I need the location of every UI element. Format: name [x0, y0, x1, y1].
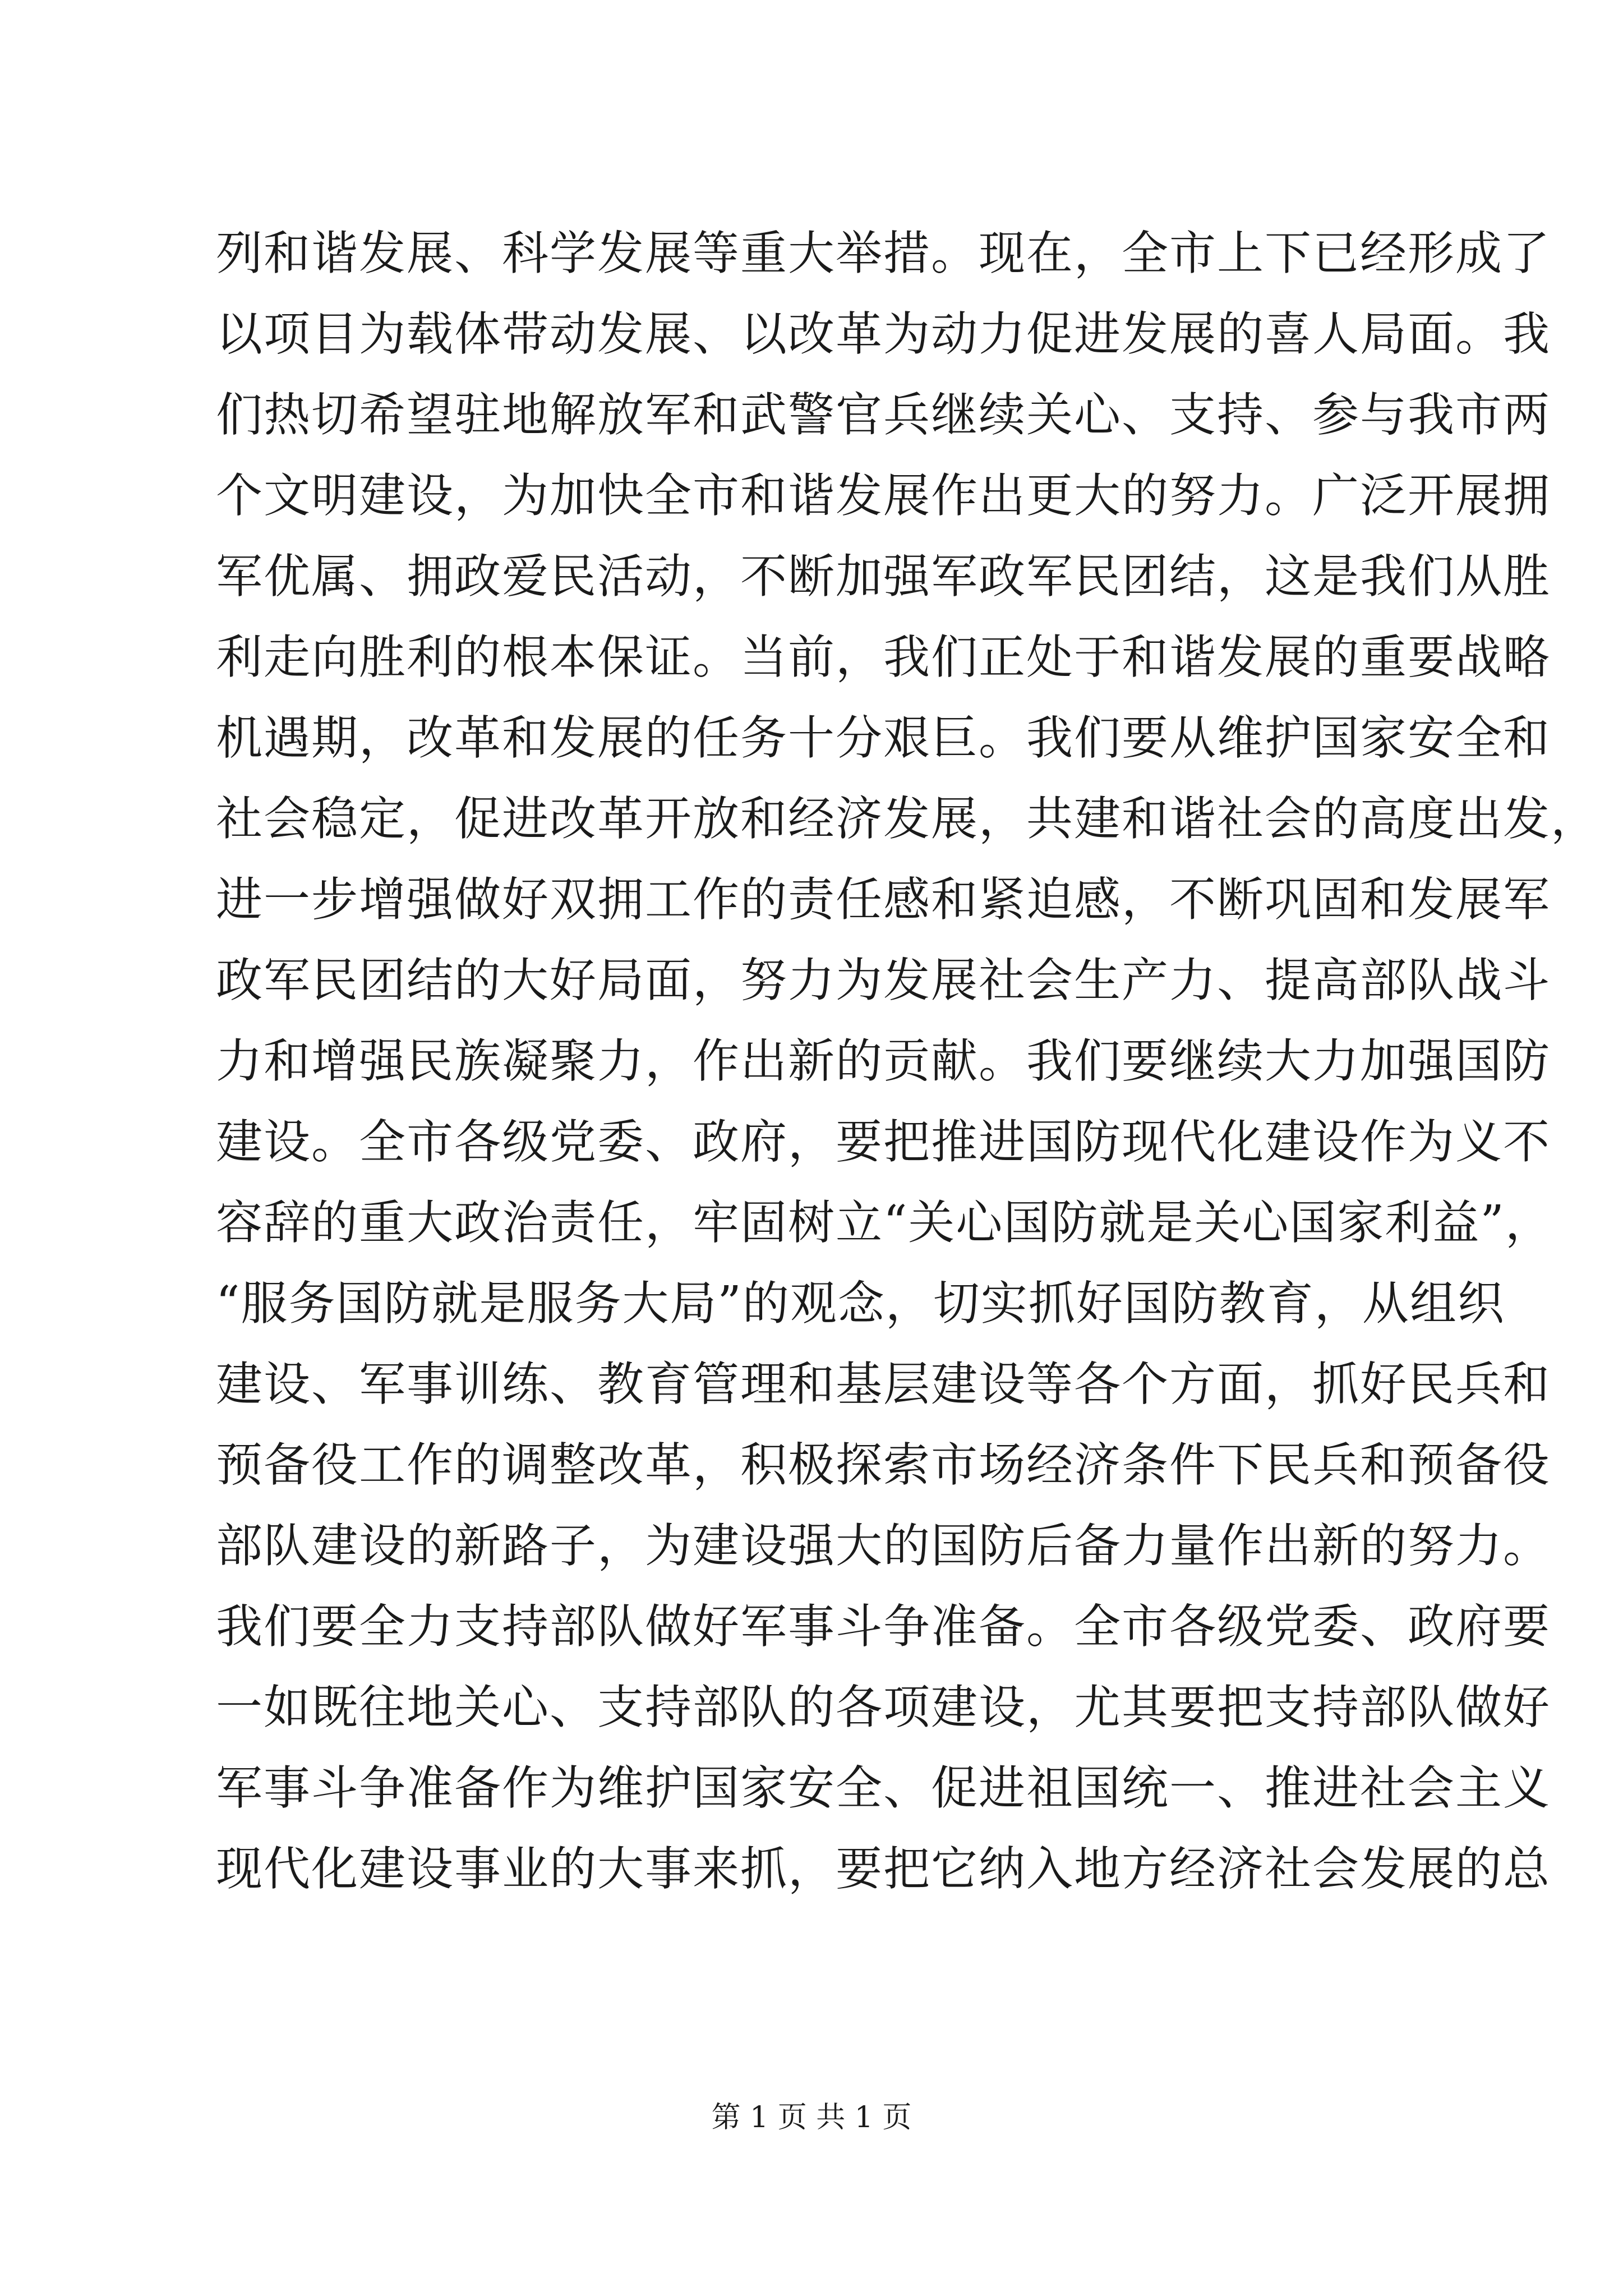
text-line: 容辞的重大政治责任，牢固树立“关心国防就是关心国家利益”，: [216, 1195, 1553, 1250]
text-line: 机遇期，改革和发展的任务十分艰巨。我们要从维护国家安全和: [216, 711, 1551, 765]
text-line: 预备役工作的调整改革，积极探索市场经济条件下民兵和预备役: [216, 1438, 1551, 1492]
text-line: 力和增强民族凝聚力，作出新的贡献。我们要继续大力加强国防: [216, 1034, 1551, 1088]
text-line: 现代化建设事业的大事来抓，要把它纳入地方经济社会发展的总: [216, 1842, 1551, 1896]
text-line: 建设、军事训练、教育管理和基层建设等各个方面，抓好民兵和: [216, 1357, 1551, 1411]
text-line: 军优属、拥政爱民活动，不断加强军政军民团结，这是我们从胜: [216, 549, 1551, 604]
text-line: 们热切希望驻地解放军和武警官兵继续关心、支持、参与我市两: [216, 388, 1551, 442]
text-line: 进一步增强做好双拥工作的责任感和紧迫感，不断巩固和发展军: [216, 872, 1551, 927]
text-line: “服务国防就是服务大局”的观念，切实抓好国防教育，从组织: [216, 1276, 1505, 1331]
text-line: 利走向胜利的根本保证。当前，我们正处于和谐发展的重要战略: [216, 630, 1551, 684]
text-line: 列和谐发展、科学发展等重大举措。现在，全市上下已经形成了: [216, 226, 1551, 280]
page-footer: [0, 2098, 1623, 2137]
text-line: 部队建设的新路子，为建设强大的国防后备力量作出新的努力。: [216, 1519, 1551, 1573]
text-line: 一如既往地关心、支持部队的各项建设，尤其要把支持部队做好: [216, 1680, 1551, 1734]
text-line: 政军民团结的大好局面，努力为发展社会生产力、提高部队战斗: [216, 953, 1551, 1007]
text-line: 建设。全市各级党委、政府，要把推进国防现代化建设作为义不: [216, 1115, 1551, 1169]
text-line: 以项目为载体带动发展、以改革为动力促进发展的喜人局面。我: [216, 307, 1551, 361]
text-line: 我们要全力支持部队做好军事斗争准备。全市各级党委、政府要: [216, 1599, 1551, 1654]
text-line: 社会稳定，促进改革开放和经济发展，共建和谐社会的高度出发，: [216, 792, 1598, 846]
text-line: 军事斗争准备作为维护国家安全、促进祖国统一、推进社会主义: [216, 1761, 1551, 1815]
page-number-label: 第 1 页 共 1 页: [711, 2101, 912, 2134]
text-line: 个文明建设，为加快全市和谐发展作出更大的努力。广泛开展拥: [216, 468, 1551, 523]
body-text: [216, 213, 1598, 1910]
